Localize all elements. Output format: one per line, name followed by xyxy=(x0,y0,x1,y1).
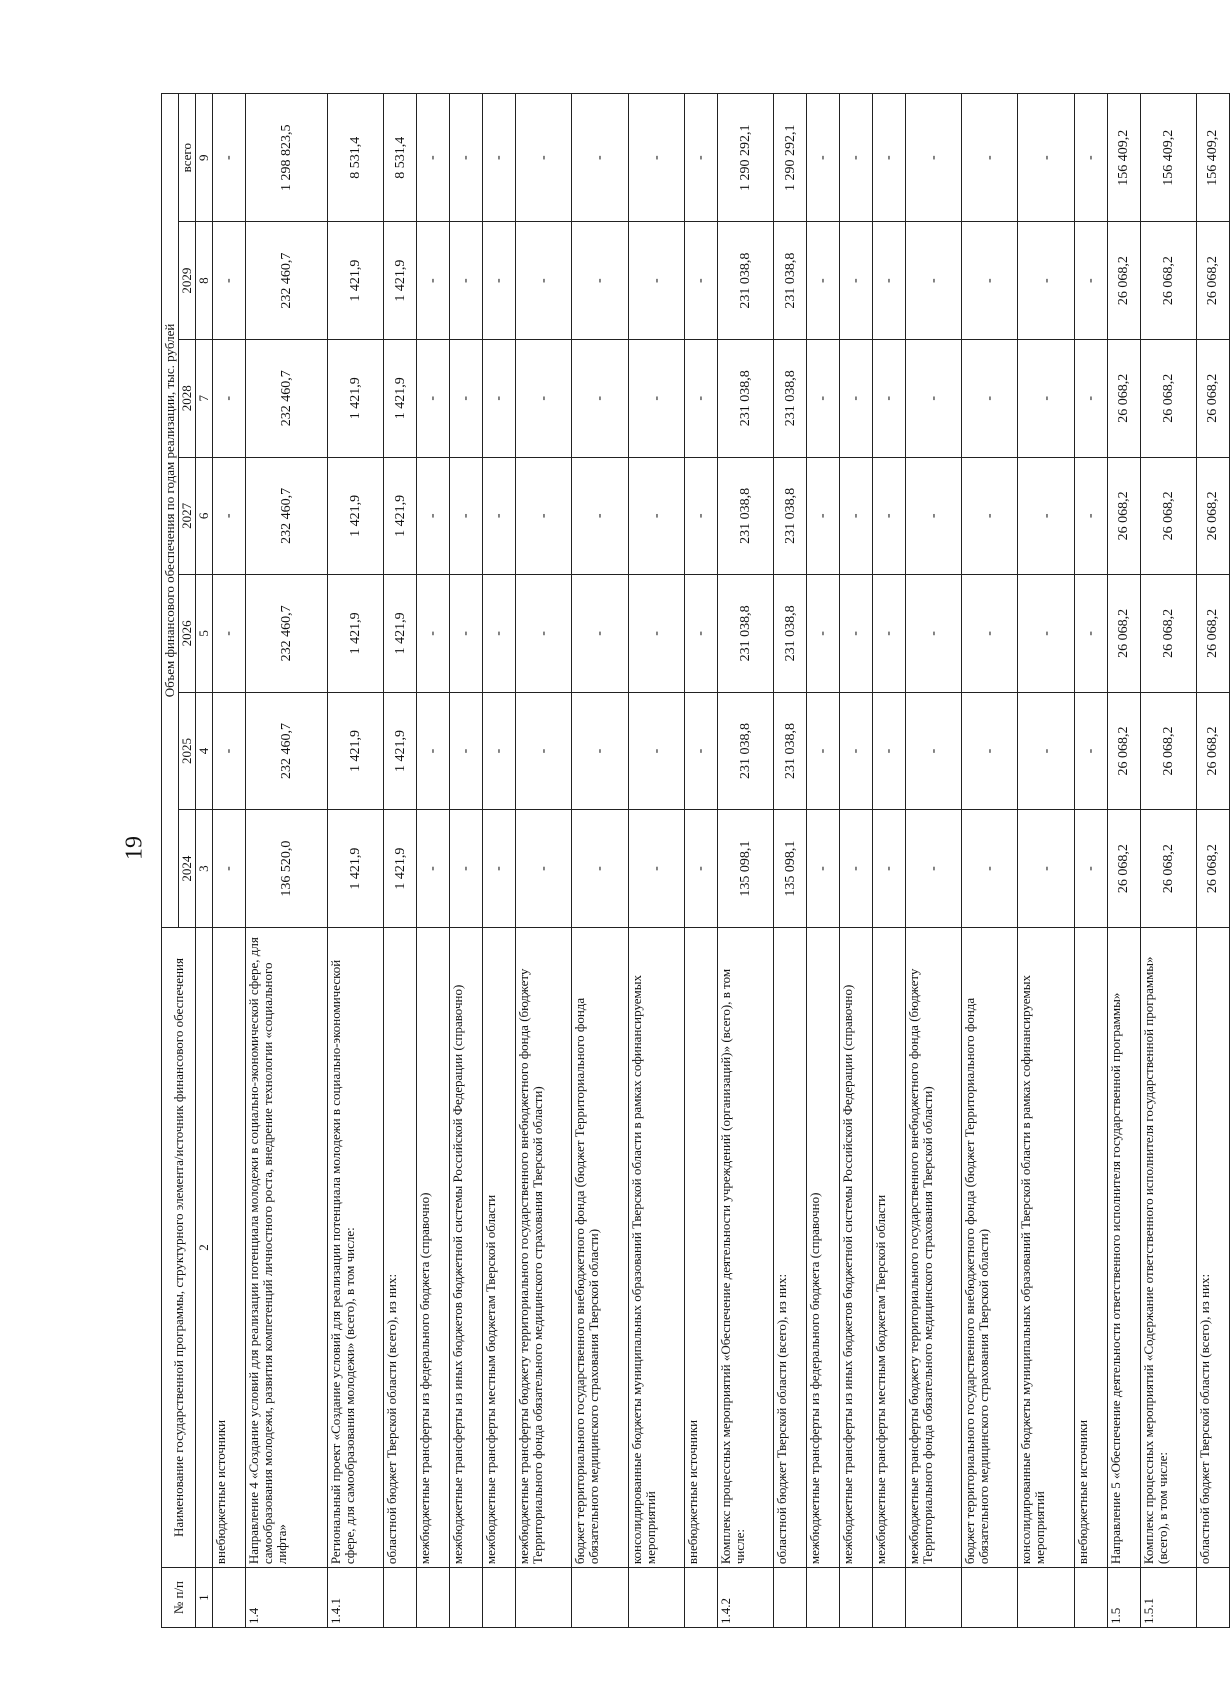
row-value: 26 068,2 xyxy=(1140,692,1196,810)
row-number xyxy=(774,1568,807,1628)
row-value: - xyxy=(905,575,961,693)
row-number: 1.5.1 xyxy=(1140,1568,1196,1628)
row-value: - xyxy=(684,575,717,693)
row-value: - xyxy=(417,339,450,457)
header-finance: Объем финансового обеспечения по годам реализации, тыс. рублей xyxy=(162,94,179,928)
column-index-cell: 4 xyxy=(196,692,213,810)
row-value: - xyxy=(872,692,905,810)
row-value: - xyxy=(905,222,961,340)
table-row xyxy=(417,94,450,1628)
header-year: 2025 xyxy=(179,692,196,810)
row-value: - xyxy=(213,692,246,810)
row-value: - xyxy=(872,575,905,693)
row-value: 26 068,2 xyxy=(1140,575,1196,693)
row-value: - xyxy=(1018,457,1074,575)
row-value: 232 460,7 xyxy=(245,457,327,575)
row-value: 1 421,9 xyxy=(327,222,383,340)
row-value: - xyxy=(807,94,840,222)
row-value: 1 290 292,1 xyxy=(717,94,773,222)
header-year: 2028 xyxy=(179,339,196,457)
column-index-cell: 9 xyxy=(196,94,213,222)
row-value: - xyxy=(213,457,246,575)
row-value: - xyxy=(962,339,1018,457)
table-body xyxy=(213,94,1230,1628)
row-value: 26 068,2 xyxy=(1140,339,1196,457)
row-value: 1 421,9 xyxy=(384,457,417,575)
rotated-table-container xyxy=(161,93,1230,1628)
row-value: - xyxy=(905,94,961,222)
header-year: всего xyxy=(179,94,196,222)
row-value: - xyxy=(1018,339,1074,457)
row-value: 1 298 823,5 xyxy=(245,94,327,222)
row-value: 26 068,2 xyxy=(1196,810,1229,928)
row-value: - xyxy=(839,339,872,457)
row-number xyxy=(417,1568,450,1628)
row-value: - xyxy=(1018,222,1074,340)
row-value: - xyxy=(515,339,571,457)
row-value: - xyxy=(684,94,717,222)
row-value: 136 520,0 xyxy=(245,810,327,928)
row-value: - xyxy=(482,457,515,575)
table-row xyxy=(245,94,327,1628)
row-value: - xyxy=(482,810,515,928)
row-value: 232 460,7 xyxy=(245,339,327,457)
row-value: - xyxy=(417,222,450,340)
row-value: - xyxy=(839,222,872,340)
row-name: консолидированные бюджеты муниципальных образований Тверской области в рамках софинансируемых мероприятий xyxy=(628,927,684,1567)
row-value: - xyxy=(572,810,628,928)
row-value: - xyxy=(572,575,628,693)
row-value: - xyxy=(962,810,1018,928)
row-value: - xyxy=(872,94,905,222)
row-value: 26 068,2 xyxy=(1107,692,1140,810)
row-value: - xyxy=(417,810,450,928)
row-value: 231 038,8 xyxy=(717,222,773,340)
row-value: - xyxy=(905,457,961,575)
row-value: 26 068,2 xyxy=(1196,339,1229,457)
row-name: бюджет территориального государственного внебюджетного фонда (бюджет Территориального фонда обязательного медицинского страхования Тверской области) xyxy=(962,927,1018,1567)
row-value: 1 421,9 xyxy=(327,810,383,928)
row-value: - xyxy=(962,457,1018,575)
row-value: - xyxy=(684,457,717,575)
row-number xyxy=(905,1568,961,1628)
row-value: 26 068,2 xyxy=(1140,810,1196,928)
row-value: - xyxy=(417,94,450,222)
row-name: межбюджетные трансферты бюджету территориального государственного внебюджетного фонда (бюджету Территориального фонда обязательного медицинского страхования Тверской области) xyxy=(515,927,571,1567)
row-number xyxy=(1196,1568,1229,1628)
table-row xyxy=(384,94,417,1628)
row-name: межбюджетные трансферты местным бюджетам Тверской области xyxy=(872,927,905,1567)
row-value: 231 038,8 xyxy=(774,457,807,575)
table-row xyxy=(327,94,383,1628)
row-name: Комплекс процессных мероприятий «Содержание ответственного исполнителя государственной программы» (всего), в том числе: xyxy=(1140,927,1196,1567)
row-number xyxy=(449,1568,482,1628)
table-row xyxy=(774,94,807,1628)
row-value: - xyxy=(962,222,1018,340)
row-name: межбюджетные трансферты из иных бюджетов бюджетной системы Российской Федерации (справочно) xyxy=(839,927,872,1567)
row-value: 231 038,8 xyxy=(774,692,807,810)
row-value: - xyxy=(807,810,840,928)
row-value: - xyxy=(905,339,961,457)
table-header xyxy=(162,94,213,1628)
row-value: - xyxy=(807,575,840,693)
row-value: - xyxy=(515,575,571,693)
row-value: - xyxy=(1074,94,1107,222)
row-value: - xyxy=(839,810,872,928)
header-year: 2024 xyxy=(179,810,196,928)
row-value: - xyxy=(449,692,482,810)
row-value: 232 460,7 xyxy=(245,222,327,340)
row-name: областной бюджет Тверской области (всего), из них: xyxy=(1196,927,1229,1567)
row-value: - xyxy=(572,457,628,575)
row-value: - xyxy=(628,457,684,575)
row-name: внебюджетные источники xyxy=(1074,927,1107,1567)
table-row xyxy=(572,94,628,1628)
row-value: - xyxy=(962,575,1018,693)
row-number xyxy=(572,1568,628,1628)
row-value: - xyxy=(417,457,450,575)
row-name: внебюджетные источники xyxy=(213,927,246,1567)
row-name: внебюджетные источники xyxy=(684,927,717,1567)
row-value: - xyxy=(905,810,961,928)
row-value: 156 409,2 xyxy=(1140,94,1196,222)
row-value: - xyxy=(839,94,872,222)
row-value: - xyxy=(807,222,840,340)
row-value: 232 460,7 xyxy=(245,575,327,693)
row-number xyxy=(384,1568,417,1628)
row-name: областной бюджет Тверской области (всего), из них: xyxy=(384,927,417,1567)
row-value: - xyxy=(1018,810,1074,928)
row-value: - xyxy=(449,810,482,928)
row-number xyxy=(684,1568,717,1628)
row-value: - xyxy=(807,692,840,810)
row-value: - xyxy=(417,575,450,693)
row-value: 1 421,9 xyxy=(384,692,417,810)
financing-table xyxy=(161,93,1230,1628)
row-value: 1 290 292,1 xyxy=(774,94,807,222)
table-row xyxy=(1074,94,1107,1628)
header-num: № п/п xyxy=(162,1568,196,1628)
row-value: - xyxy=(213,575,246,693)
row-name: бюджет территориального государственного внебюджетного фонда (бюджет Территориального фонда обязательного медицинского страхования Тверской области) xyxy=(572,927,628,1567)
row-value: 135 098,1 xyxy=(774,810,807,928)
row-value: - xyxy=(213,339,246,457)
row-value: 26 068,2 xyxy=(1196,457,1229,575)
row-value: - xyxy=(684,810,717,928)
row-value: 26 068,2 xyxy=(1196,692,1229,810)
row-value: - xyxy=(684,692,717,810)
row-value: 232 460,7 xyxy=(245,692,327,810)
row-value: - xyxy=(807,339,840,457)
row-value: - xyxy=(839,692,872,810)
table-row xyxy=(628,94,684,1628)
row-value: - xyxy=(449,94,482,222)
table-row xyxy=(807,94,840,1628)
row-value: - xyxy=(572,692,628,810)
row-value: - xyxy=(449,457,482,575)
row-value: - xyxy=(628,94,684,222)
row-value: - xyxy=(628,692,684,810)
column-index-cell: 6 xyxy=(196,457,213,575)
row-name: Направление 5 «Обеспечение деятельности ответственного исполнителя государственной программы» xyxy=(1107,927,1140,1567)
table-row xyxy=(1196,94,1229,1628)
row-number: 1.4 xyxy=(245,1568,327,1628)
header-year: 2029 xyxy=(179,222,196,340)
row-name: Комплекс процессных мероприятий «Обеспечение деятельности учреждений (организаций)» (всего), в том числе: xyxy=(717,927,773,1567)
row-value: 1 421,9 xyxy=(327,457,383,575)
row-name: межбюджетные трансферты из иных бюджетов бюджетной системы Российской Федерации (справочно) xyxy=(449,927,482,1567)
row-value: - xyxy=(684,222,717,340)
row-name: областной бюджет Тверской области (всего), из них: xyxy=(774,927,807,1567)
row-value: 26 068,2 xyxy=(1107,575,1140,693)
table-row xyxy=(482,94,515,1628)
row-value: - xyxy=(449,222,482,340)
row-value: 1 421,9 xyxy=(327,339,383,457)
table-row xyxy=(962,94,1018,1628)
row-value: - xyxy=(628,339,684,457)
row-value: - xyxy=(872,222,905,340)
row-value: - xyxy=(807,457,840,575)
row-value: - xyxy=(572,94,628,222)
row-value: - xyxy=(839,575,872,693)
row-value: - xyxy=(515,457,571,575)
row-value: 8 531,4 xyxy=(384,94,417,222)
row-value: 231 038,8 xyxy=(774,222,807,340)
row-name: консолидированные бюджеты муниципальных образований Тверской области в рамках софинансируемых мероприятий xyxy=(1018,927,1074,1567)
row-number xyxy=(628,1568,684,1628)
row-value: 26 068,2 xyxy=(1196,222,1229,340)
header-index-row xyxy=(196,94,213,1628)
row-value: 26 068,2 xyxy=(1107,222,1140,340)
row-name: Направление 4 «Создание условий для реализации потенциала молодежи в социально-экономической сфере, для самообразования молодежи, развития компетенций личностного роста, внедрение технологии «социального лифта» xyxy=(245,927,327,1567)
row-value: 1 421,9 xyxy=(327,692,383,810)
row-name: межбюджетные трансферты местным бюджетам Тверской области xyxy=(482,927,515,1567)
row-value: - xyxy=(213,222,246,340)
row-value: 26 068,2 xyxy=(1196,575,1229,693)
row-value: - xyxy=(213,94,246,222)
column-index-cell: 8 xyxy=(196,222,213,340)
row-number xyxy=(515,1568,571,1628)
header-name: Наименование государственной программы, структурного элемента/источник финансового обеспечения xyxy=(162,927,196,1567)
row-number: 1.5 xyxy=(1107,1568,1140,1628)
table-row xyxy=(1140,94,1196,1628)
header-year: 2027 xyxy=(179,457,196,575)
row-value: 26 068,2 xyxy=(1107,457,1140,575)
row-value: - xyxy=(839,457,872,575)
row-value: - xyxy=(684,339,717,457)
row-value: - xyxy=(872,810,905,928)
row-name: межбюджетные трансферты из федерального бюджета (справочно) xyxy=(807,927,840,1567)
table-row xyxy=(684,94,717,1628)
row-value: 231 038,8 xyxy=(717,575,773,693)
row-value: - xyxy=(515,222,571,340)
row-value: - xyxy=(872,457,905,575)
row-value: 231 038,8 xyxy=(717,692,773,810)
row-value: - xyxy=(872,339,905,457)
row-value: - xyxy=(482,94,515,222)
row-value: 231 038,8 xyxy=(717,457,773,575)
row-value: - xyxy=(1074,339,1107,457)
row-value: 26 068,2 xyxy=(1140,222,1196,340)
table-row xyxy=(872,94,905,1628)
column-index-cell: 2 xyxy=(196,927,213,1567)
page-number: 19 xyxy=(121,836,148,860)
row-value: - xyxy=(449,339,482,457)
row-number xyxy=(872,1568,905,1628)
row-value: - xyxy=(449,575,482,693)
table-row xyxy=(213,94,246,1628)
header-year: 2026 xyxy=(179,575,196,693)
row-value: - xyxy=(628,810,684,928)
row-name: межбюджетные трансферты из федерального бюджета (справочно) xyxy=(417,927,450,1567)
row-value: - xyxy=(628,222,684,340)
table-row xyxy=(905,94,961,1628)
row-value: - xyxy=(905,692,961,810)
row-value: - xyxy=(515,94,571,222)
row-number xyxy=(482,1568,515,1628)
column-index-cell: 3 xyxy=(196,810,213,928)
row-value: 1 421,9 xyxy=(384,575,417,693)
table-row xyxy=(515,94,571,1628)
row-number xyxy=(839,1568,872,1628)
row-value: - xyxy=(1018,692,1074,810)
column-index-cell: 1 xyxy=(196,1568,213,1628)
row-value: 1 421,9 xyxy=(384,810,417,928)
row-number xyxy=(1018,1568,1074,1628)
row-number xyxy=(807,1568,840,1628)
row-value: 8 531,4 xyxy=(327,94,383,222)
row-value: - xyxy=(482,575,515,693)
row-value: - xyxy=(1018,94,1074,222)
row-value: 26 068,2 xyxy=(1107,339,1140,457)
row-value: - xyxy=(1074,222,1107,340)
row-value: 231 038,8 xyxy=(717,339,773,457)
column-index-cell: 7 xyxy=(196,339,213,457)
row-value: - xyxy=(1018,575,1074,693)
row-value: 231 038,8 xyxy=(774,339,807,457)
row-value: 1 421,9 xyxy=(384,339,417,457)
row-value: - xyxy=(572,222,628,340)
row-number: 1.4.1 xyxy=(327,1568,383,1628)
row-number xyxy=(213,1568,246,1628)
table-row xyxy=(717,94,773,1628)
row-value: - xyxy=(1074,575,1107,693)
row-value: - xyxy=(213,810,246,928)
row-value: - xyxy=(417,692,450,810)
column-index-cell: 5 xyxy=(196,575,213,693)
row-number xyxy=(1074,1568,1107,1628)
table-row xyxy=(1107,94,1140,1628)
row-value: 26 068,2 xyxy=(1107,810,1140,928)
row-value: - xyxy=(962,692,1018,810)
table-row xyxy=(449,94,482,1628)
row-value: - xyxy=(628,575,684,693)
row-value: 231 038,8 xyxy=(774,575,807,693)
row-value: 156 409,2 xyxy=(1107,94,1140,222)
row-name: межбюджетные трансферты бюджету территориального государственного внебюджетного фонда (бюджету Территориального фонда обязательного медицинского страхования Тверской области) xyxy=(905,927,961,1567)
row-value: - xyxy=(572,339,628,457)
table-row xyxy=(839,94,872,1628)
row-value: 26 068,2 xyxy=(1140,457,1196,575)
row-value: 1 421,9 xyxy=(384,222,417,340)
row-number: 1.4.2 xyxy=(717,1568,773,1628)
row-value: - xyxy=(482,222,515,340)
row-value: - xyxy=(515,810,571,928)
table-row xyxy=(1018,94,1074,1628)
row-value: 1 421,9 xyxy=(327,575,383,693)
row-value: - xyxy=(515,692,571,810)
row-value: 156 409,2 xyxy=(1196,94,1229,222)
row-value: - xyxy=(1074,810,1107,928)
row-value: - xyxy=(962,94,1018,222)
row-value: - xyxy=(482,692,515,810)
row-value: - xyxy=(1074,457,1107,575)
row-number xyxy=(962,1568,1018,1628)
row-name: Региональный проект «Создание условий для реализации потенциала молодежи в социально-экономической сфере, для самообразования молодежи» (всего), в том числе: xyxy=(327,927,383,1567)
row-value: - xyxy=(1074,692,1107,810)
row-value: - xyxy=(482,339,515,457)
row-value: 135 098,1 xyxy=(717,810,773,928)
